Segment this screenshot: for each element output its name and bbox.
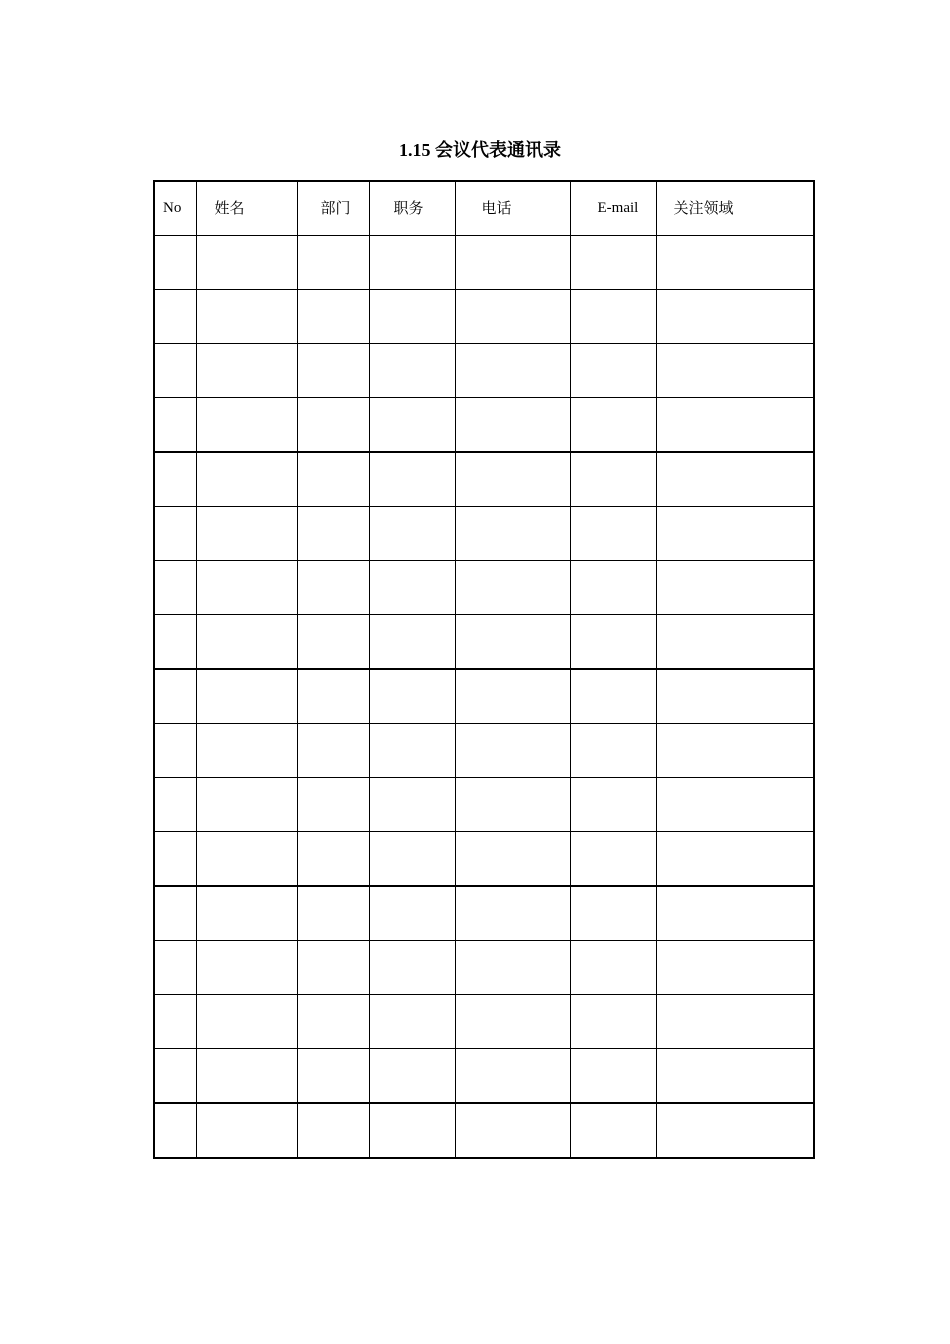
cell-phone	[455, 669, 570, 724]
cell-focus	[656, 995, 814, 1049]
cell-no	[154, 236, 196, 290]
cell-focus	[656, 832, 814, 887]
cell-email	[570, 236, 656, 290]
cell-name	[196, 724, 297, 778]
cell-position	[369, 995, 455, 1049]
cell-phone	[455, 1049, 570, 1104]
cell-email	[570, 1049, 656, 1104]
cell-department	[297, 236, 369, 290]
table-row	[154, 1049, 814, 1104]
cell-email	[570, 669, 656, 724]
cell-phone	[455, 778, 570, 832]
header-phone	[455, 181, 570, 236]
cell-department	[297, 669, 369, 724]
cell-name	[196, 1103, 297, 1158]
table-row	[154, 561, 814, 615]
cell-phone	[455, 941, 570, 995]
cell-name	[196, 344, 297, 398]
header-department	[297, 181, 369, 236]
cell-no	[154, 995, 196, 1049]
cell-position	[369, 1049, 455, 1104]
cell-name	[196, 507, 297, 561]
cell-position	[369, 886, 455, 941]
cell-name	[196, 561, 297, 615]
cell-no	[154, 669, 196, 724]
cell-focus	[656, 561, 814, 615]
cell-no	[154, 452, 196, 507]
cell-name	[196, 778, 297, 832]
cell-name	[196, 615, 297, 670]
cell-department	[297, 615, 369, 670]
cell-focus	[656, 236, 814, 290]
cell-position	[369, 236, 455, 290]
header-name	[196, 181, 297, 236]
table-row	[154, 344, 814, 398]
cell-phone	[455, 290, 570, 344]
cell-department	[297, 507, 369, 561]
cell-email	[570, 561, 656, 615]
table-body	[154, 236, 814, 1159]
cell-no	[154, 290, 196, 344]
cell-phone	[455, 344, 570, 398]
cell-name	[196, 832, 297, 887]
cell-no	[154, 1049, 196, 1104]
cell-phone	[455, 615, 570, 670]
cell-position	[369, 561, 455, 615]
header-no	[154, 181, 196, 236]
cell-email	[570, 995, 656, 1049]
table-row	[154, 941, 814, 995]
cell-name	[196, 398, 297, 453]
cell-no	[154, 724, 196, 778]
cell-phone	[455, 832, 570, 887]
table-row	[154, 832, 814, 887]
cell-email	[570, 1103, 656, 1158]
cell-position	[369, 1103, 455, 1158]
cell-phone	[455, 507, 570, 561]
header-name-label: 姓名	[214, 199, 245, 217]
cell-department	[297, 290, 369, 344]
table-row	[154, 290, 814, 344]
cell-no	[154, 561, 196, 615]
header-focus-area-label: 关注领域	[673, 199, 734, 217]
cell-no	[154, 344, 196, 398]
cell-email	[570, 507, 656, 561]
cell-department	[297, 398, 369, 453]
cell-name	[196, 452, 297, 507]
cell-phone	[455, 886, 570, 941]
cell-position	[369, 398, 455, 453]
cell-position	[369, 344, 455, 398]
cell-position	[369, 615, 455, 670]
cell-focus	[656, 398, 814, 453]
cell-phone	[455, 398, 570, 453]
cell-focus	[656, 290, 814, 344]
header-email-label: E-mail	[597, 200, 639, 216]
cell-department	[297, 344, 369, 398]
cell-no	[154, 832, 196, 887]
cell-position	[369, 290, 455, 344]
cell-phone	[455, 452, 570, 507]
cell-focus	[656, 669, 814, 724]
table-row	[154, 669, 814, 724]
cell-focus	[656, 778, 814, 832]
cell-email	[570, 886, 656, 941]
table-row	[154, 724, 814, 778]
cell-name	[196, 669, 297, 724]
cell-name	[196, 941, 297, 995]
cell-department	[297, 995, 369, 1049]
cell-phone	[455, 236, 570, 290]
cell-focus	[656, 344, 814, 398]
attendee-directory-table	[153, 180, 815, 1159]
cell-focus	[656, 507, 814, 561]
header-no-label: No	[163, 200, 182, 216]
cell-email	[570, 724, 656, 778]
cell-email	[570, 290, 656, 344]
cell-no	[154, 398, 196, 453]
cell-position	[369, 669, 455, 724]
cell-position	[369, 778, 455, 832]
header-phone-label: 电话	[481, 199, 512, 217]
table-row	[154, 886, 814, 941]
cell-name	[196, 886, 297, 941]
cell-name	[196, 236, 297, 290]
cell-email	[570, 778, 656, 832]
cell-focus	[656, 1103, 814, 1158]
cell-department	[297, 452, 369, 507]
cell-department	[297, 724, 369, 778]
cell-focus	[656, 452, 814, 507]
cell-department	[297, 561, 369, 615]
cell-position	[369, 724, 455, 778]
cell-focus	[656, 615, 814, 670]
cell-department	[297, 832, 369, 887]
cell-no	[154, 886, 196, 941]
cell-no	[154, 778, 196, 832]
cell-position	[369, 832, 455, 887]
header-department-label: 部门	[320, 199, 351, 217]
cell-department	[297, 778, 369, 832]
cell-email	[570, 344, 656, 398]
cell-email	[570, 615, 656, 670]
cell-email	[570, 941, 656, 995]
table-row	[154, 1103, 814, 1158]
table-row	[154, 398, 814, 453]
table-row	[154, 995, 814, 1049]
header-position-label: 职务	[393, 199, 424, 217]
cell-name	[196, 290, 297, 344]
cell-department	[297, 941, 369, 995]
table-row	[154, 778, 814, 832]
cell-position	[369, 452, 455, 507]
page-title: 1.15 会议代表通讯录	[399, 140, 561, 160]
cell-phone	[455, 1103, 570, 1158]
table-row	[154, 452, 814, 507]
cell-no	[154, 941, 196, 995]
cell-email	[570, 398, 656, 453]
cell-phone	[455, 995, 570, 1049]
cell-phone	[455, 561, 570, 615]
cell-focus	[656, 1049, 814, 1104]
cell-focus	[656, 941, 814, 995]
cell-department	[297, 1103, 369, 1158]
cell-department	[297, 1049, 369, 1104]
cell-focus	[656, 724, 814, 778]
header-email	[570, 181, 656, 236]
cell-name	[196, 995, 297, 1049]
cell-email	[570, 832, 656, 887]
cell-position	[369, 941, 455, 995]
cell-no	[154, 615, 196, 670]
table-header-row	[154, 181, 814, 236]
cell-no	[154, 507, 196, 561]
cell-focus	[656, 886, 814, 941]
cell-email	[570, 452, 656, 507]
header-position	[369, 181, 455, 236]
table-row	[154, 236, 814, 290]
cell-phone	[455, 724, 570, 778]
cell-no	[154, 1103, 196, 1158]
cell-name	[196, 1049, 297, 1104]
header-focus-area	[656, 181, 814, 236]
cell-position	[369, 507, 455, 561]
table-row	[154, 507, 814, 561]
cell-department	[297, 886, 369, 941]
table-row	[154, 615, 814, 670]
